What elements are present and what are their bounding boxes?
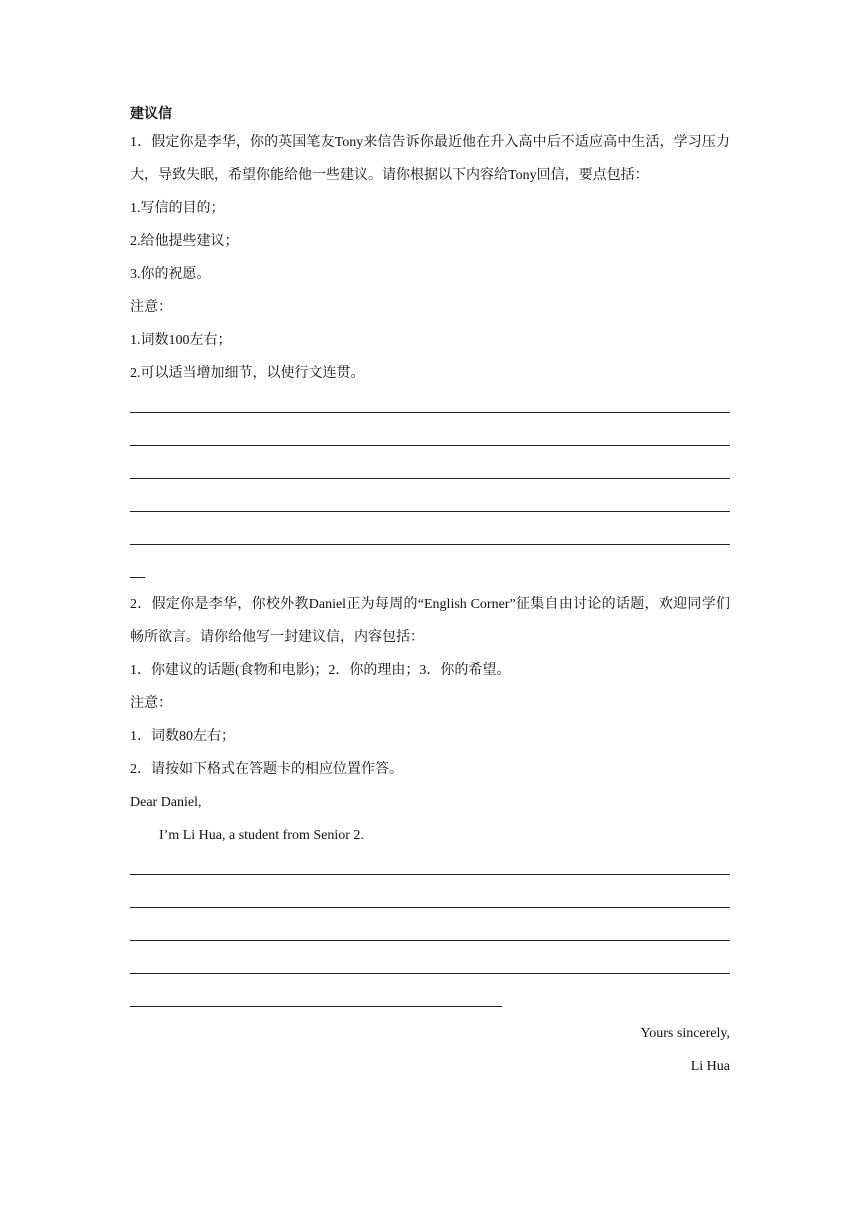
q2-salutation: Dear Daniel,	[130, 795, 202, 810]
q1-note-1: 1.词数100左右；	[130, 333, 232, 348]
q1-point-1: 1.写信的目的；	[130, 201, 225, 216]
q1-answer-line	[130, 522, 730, 555]
q2-answer-line	[130, 918, 730, 951]
q2-note-2: 2．请按如下格式在答题卡的相应位置作答。	[130, 762, 403, 777]
q1-answer-line-end	[130, 555, 730, 588]
q2-answer-line	[130, 951, 730, 984]
q2-answer-line-end	[130, 984, 730, 1017]
q2-prompt: 2．假定你是李华，你校外教Daniel正为每周的“English Corner”征集自由讨论的话题，欢迎同学们畅所欲言。请你给他写一封建议信，内容包括：	[130, 597, 730, 645]
q1-prompt: 1．假定你是李华，你的英国笔友Tony来信告诉你最近他在升入高中后不适应高中生活，学习压力大，导致失眠，希望你能给他一些建议。请你根据以下内容给Tony回信，要点包括：	[130, 135, 730, 183]
section-title: 建议信	[130, 107, 172, 122]
q1-note-label: 注意：	[130, 300, 172, 315]
q2-answer-line	[130, 885, 730, 918]
q1-note-2: 2.可以适当增加细节，以使行文连贯。	[130, 366, 365, 381]
q1-point-2: 2.给他提些建议；	[130, 234, 239, 249]
q1-answer-line	[130, 423, 730, 456]
q2-content: 1．你建议的话题(食物和电影)；2．你的理由；3．你的希望。	[130, 663, 511, 678]
q1-answer-line	[130, 456, 730, 489]
q2-signature: Li Hua	[690, 1059, 730, 1074]
q2-opening: I’m Li Hua, a student from Senior 2.	[159, 828, 364, 843]
q1-answer-line	[130, 489, 730, 522]
q2-note-1: 1．词数80左右；	[130, 729, 235, 744]
q2-answer-line	[130, 852, 730, 885]
q2-note-label: 注意：	[130, 696, 172, 711]
q2-closing: Yours sincerely,	[640, 1026, 730, 1041]
q1-point-3: 3.你的祝愿。	[130, 267, 211, 282]
document-page	[130, 104, 730, 1083]
q1-answer-line	[130, 390, 730, 423]
